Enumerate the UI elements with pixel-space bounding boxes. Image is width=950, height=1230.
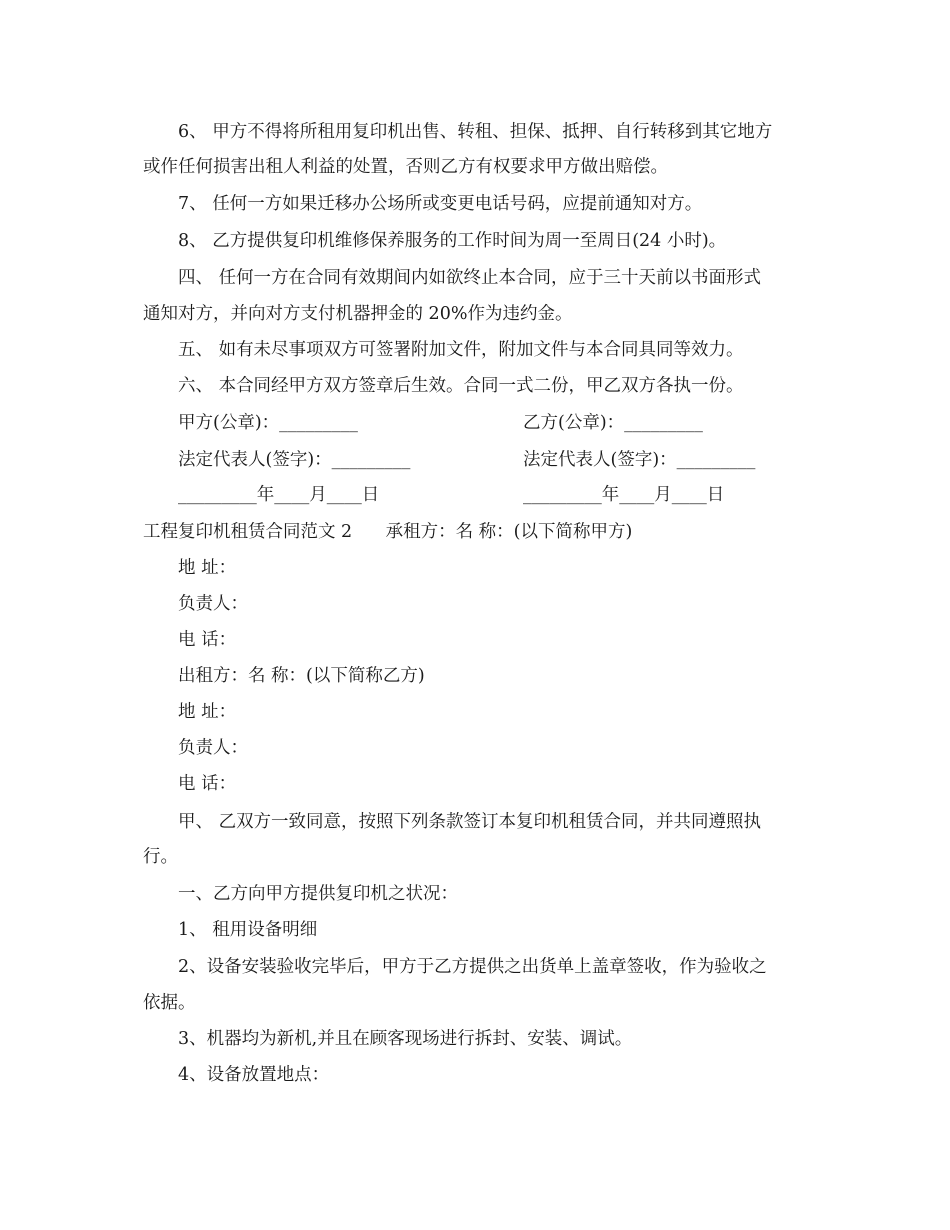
clause-7: 7、 任何一方如果迁移办公场所或变更电话号码，应提前通知对方。 bbox=[178, 194, 703, 214]
lessor-manager: 负责人： bbox=[178, 738, 248, 758]
item-1: 1、 租用设备明细 bbox=[178, 920, 318, 940]
item-2-line-2: 依据。 bbox=[143, 993, 196, 1013]
clause-6-line-2: 或作任何损害出租人利益的处置，否则乙方有权要求甲方做出赔偿。 bbox=[143, 157, 668, 177]
lessee-phone: 电 话： bbox=[178, 630, 237, 650]
party-a-date-line: _________年____月____日 bbox=[178, 485, 380, 505]
clause-four-line-2: 通知对方，并向对方支付机器押金的 20%作为违约金。 bbox=[143, 304, 573, 324]
lessee-address: 地 址： bbox=[178, 558, 237, 578]
lessor-address: 地 址： bbox=[178, 702, 237, 722]
agreement-line-2: 行。 bbox=[143, 847, 178, 867]
agreement-line-1: 甲、 乙双方一致同意，按照下列条款签订本复印机租赁合同，并共同遵照执 bbox=[178, 812, 762, 832]
party-a-representative-line: 法定代表人(签字)：_________ bbox=[178, 450, 411, 470]
party-b-date-line: _________年____月____日 bbox=[523, 485, 725, 505]
clause-five: 五、 如有未尽事项双方可签署附加文件，附加文件与本合同具同等效力。 bbox=[178, 340, 744, 360]
clause-8: 8、 乙方提供复印机维修保养服务的工作时间为周一至周日(24 小时)。 bbox=[178, 231, 727, 251]
party-b-seal-line: 乙方(公章)：_________ bbox=[523, 413, 703, 433]
clause-6-line-1: 6、 甲方不得将所租用复印机出售、转租、担保、抵押、自行转移到其它地方 bbox=[178, 122, 773, 142]
contract-2-heading: 工程复印机租赁合同范文 2 承租方：名 称：(以下简称甲方) bbox=[143, 522, 633, 542]
item-2-line-1: 2、设备安装验收完毕后，甲方于乙方提供之出货单上盖章签收，作为验收之 bbox=[178, 957, 767, 977]
item-4: 4、设备放置地点： bbox=[178, 1065, 330, 1085]
party-b-representative-line: 法定代表人(签字)：_________ bbox=[523, 450, 756, 470]
clause-six: 六、 本合同经甲方双方签章后生效。合同一式二份，甲乙双方各执一份。 bbox=[178, 376, 744, 396]
lessor-phone: 电 话： bbox=[178, 774, 237, 794]
item-3: 3、机器均为新机,并且在顾客现场进行拆封、安装、调试。 bbox=[178, 1029, 633, 1049]
clause-four-line-1: 四、 任何一方在合同有效期间内如欲终止本合同，应于三十天前以书面形式 bbox=[178, 268, 762, 288]
lessee-manager: 负责人： bbox=[178, 594, 248, 614]
clause-one: 一、乙方向甲方提供复印机之状况： bbox=[178, 884, 458, 904]
lessor-name: 出租方：名 称：(以下简称乙方) bbox=[178, 666, 425, 686]
party-a-seal-line: 甲方(公章)：_________ bbox=[178, 413, 358, 433]
